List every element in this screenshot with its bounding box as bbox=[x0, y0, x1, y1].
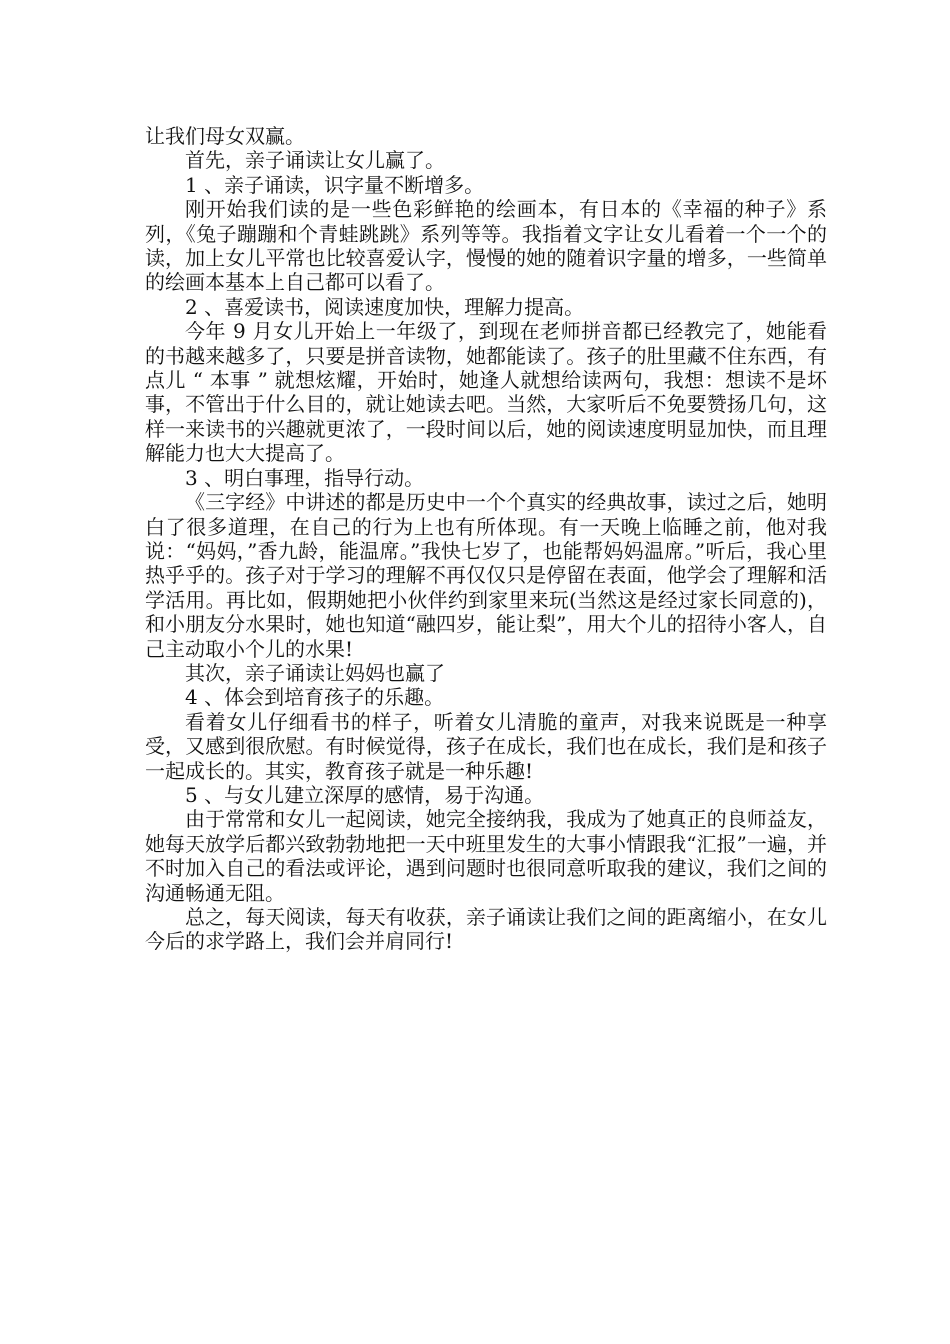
paragraph-2: 首先，亲子诵读让女儿赢了。 bbox=[185, 148, 445, 173]
paragraph-5: 2 、喜爱读书，阅读速度加快，理解力提高。 bbox=[185, 294, 585, 319]
paragraph-7: 3 、明白事理，指导行动。 bbox=[185, 465, 425, 490]
paragraph-13: 由于常常和女儿一起阅读，她完全接纳我，我成为了她真正的良师益友，她每天放学后都兴致勃勃地把一天中班里发生的大事小情跟我“汇报”一遍，并不时加入自己的看法或评论，遇到问题时也很同意听取我的建议，我们之间的沟通畅通无阻。 bbox=[145, 807, 827, 905]
paragraph-8: 《三字经》中讲述的都是历史中一个个真实的经典故事，读过之后，她明白了很多道理，在自己的行为上也有所体现。有一天晚上临睡之前，他对我说：“妈妈，”香九龄，能温席。”我快七岁了，也能帮妈妈温席。”听后，我心里热乎乎的。孩子对于学习的理解不再仅仅只是停留在表面，他学会了理解和活学活用。再比如，假期她把小伙伴约到家里来玩(当然这是经过家长同意的)，和小朋友分水果时，她也知道“融四岁，能让梨”，用大个儿的招待小客人，自己主动取小个儿的水果! bbox=[145, 490, 827, 661]
paragraph-11: 看着女儿仔细看书的样子，听着女儿清脆的童声，对我来说既是一种享受，又感到很欣慰。有时候觉得，孩子在成长，我们也在成长，我们是和孩子一起成长的。其实，教育孩子就是一种乐趣! bbox=[145, 709, 827, 783]
paragraph-4: 刚开始我们读的是一些色彩鲜艳的绘画本，有日本的《幸福的种子》系列，《兔子蹦蹦和个青蛙跳跳》系列等等。我指着文字让女儿看着一个一个的读，加上女儿平常也比较喜爱认字，慢慢的她的随着识字量的增多，一些简单的绘画本基本上自己都可以看了。 bbox=[145, 197, 827, 295]
paragraph-1: 让我们母女双赢。 bbox=[145, 124, 305, 148]
paragraph-3: 1 、亲子诵读，识字量不断增多。 bbox=[185, 172, 485, 197]
paragraph-10: 4 、体会到培育孩子的乐趣。 bbox=[185, 685, 445, 710]
paragraph-6: 今年 9 月女儿开始上一年级了，到现在老师拼音都已经教完了，她能看的书越来越多了，只要是拼音读物，她都能读了。孩子的肚里藏不住东西，有点儿 “ 本事 ” 就想炫耀，开始时，她逢人就想给读两句，我想：想读不是坏事，不管出于什么目的，就让她读去吧。当然，大家听后不免要赞扬几句，这样一来读书的兴趣就更浓了，一段时间以后，她的阅读速度明显加快，而且理解能力也大大提高了。 bbox=[145, 319, 827, 466]
paragraph-14: 总之，每天阅读，每天有收获，亲子诵读让我们之间的距离缩小，在女儿今后的求学路上，我们会并肩同行! bbox=[145, 905, 827, 954]
paragraph-9: 其次，亲子诵读让妈妈也赢了 bbox=[185, 660, 445, 685]
document-body bbox=[145, 124, 827, 954]
paragraph-12: 5 、与女儿建立深厚的感情，易于沟通。 bbox=[185, 782, 545, 807]
